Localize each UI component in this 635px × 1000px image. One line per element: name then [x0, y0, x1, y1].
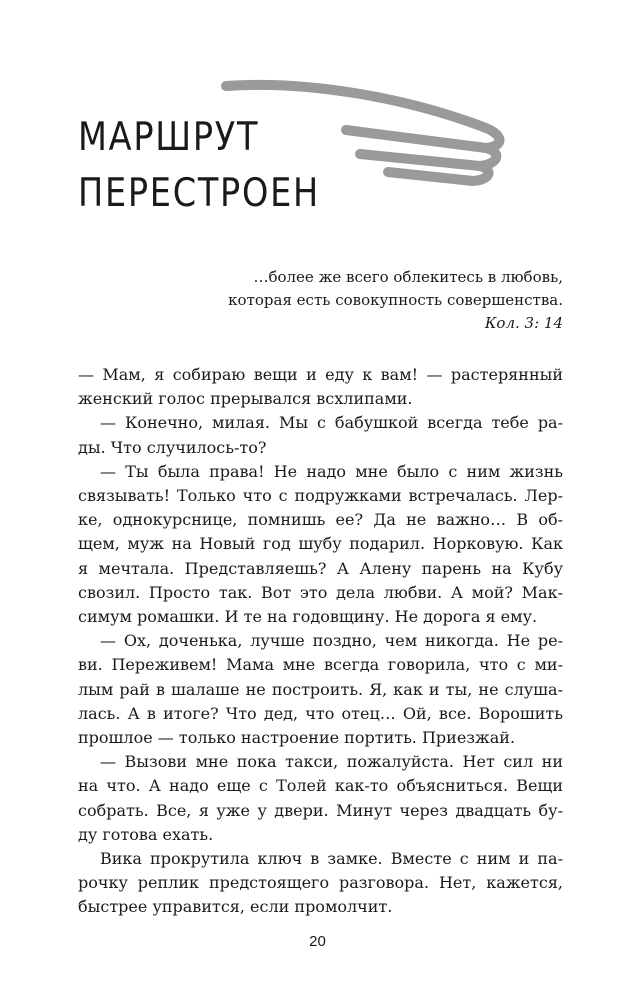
- text-line: ке, однокурснице, помнишь ее? Да не важно… В об-: [78, 510, 563, 530]
- chapter-title-line-2: ПЕРЕСТРОЕН: [78, 171, 320, 216]
- body-text: [78, 363, 563, 920]
- epigraph-line: …более же всего облекитесь в любовь,: [253, 268, 563, 286]
- text-line: лым рай в шалаше не построить. Я, как и ты, не слуша-: [78, 679, 563, 699]
- text-line: ви. Переживем! Мама мне всегда говорила, что с ми-: [78, 655, 563, 675]
- epigraph-line: которая есть совокупность совершенства.: [228, 291, 563, 309]
- text-line: я мечтала. Представляешь? А Алену парень на Кубу: [78, 558, 563, 578]
- text-line: щем, муж на Новый год шубу подарил. Норковую. Как: [78, 534, 563, 554]
- text-line: — Ох, доченька, лучше поздно, чем никогда. Не ре-: [100, 631, 563, 651]
- text-line: свозил. Просто так. Вот это дела любви. А мой? Мак-: [78, 582, 563, 602]
- text-line: прошлое — только настроение портить. Приезжай.: [78, 728, 516, 748]
- epigraph-reference: Кол. 3: 14: [484, 314, 563, 332]
- text-line: быстрее управится, если промолчит.: [78, 897, 393, 917]
- text-line: — Конечно, милая. Мы с бабушкой всегда тебе ра-: [100, 413, 563, 433]
- text-line: собрать. Все, я уже у двери. Минут через двадцать бу-: [78, 800, 563, 820]
- text-line: лась. А в итоге? Что дед, что отец… Ой, все. Ворошить: [78, 703, 563, 723]
- text-line: — Ты была права! Не надо мне было с ним жизнь: [100, 461, 563, 481]
- chapter-title: [78, 110, 320, 222]
- text-line: ду готова ехать.: [78, 824, 214, 844]
- text-line: симум ромашки. И те на годовщину. Не дорога я ему.: [78, 607, 538, 627]
- chapter-title-line-1: МАРШРУТ: [78, 115, 260, 160]
- text-line: на что. А надо еще с Толей как-то объясниться. Вещи: [78, 776, 563, 796]
- text-line: — Мам, я собираю вещи и еду к вам! — растерянный: [78, 365, 563, 384]
- text-line: рочку реплик предстоящего разговора. Нет, кажется,: [78, 873, 563, 893]
- page-number: 20: [309, 933, 326, 950]
- epigraph: [228, 266, 563, 335]
- text-line: женский голос прерывался всхлипами.: [78, 389, 413, 409]
- text-line: — Вызови мне пока такси, пожалуйста. Нет сил ни: [100, 752, 563, 772]
- text-line: связывать! Только что с подружками встречалась. Лер-: [78, 486, 563, 506]
- text-line: Вика прокрутила ключ в замке. Вместе с ним и па-: [100, 849, 563, 869]
- text-line: ды. Что случилось-то?: [78, 437, 267, 457]
